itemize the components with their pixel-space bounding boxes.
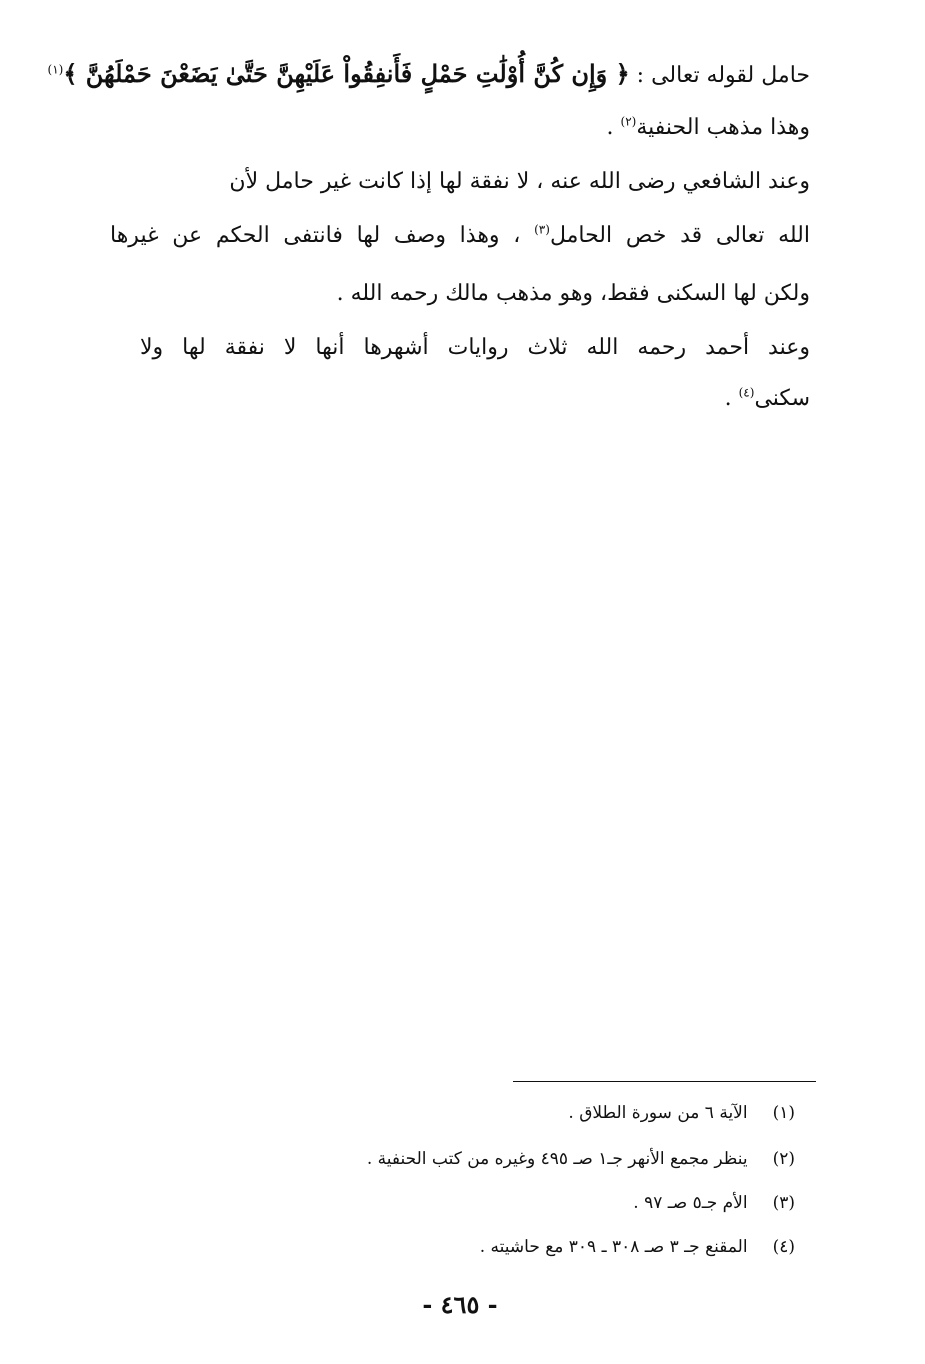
- quran-verse: ﴿ وَإِن كُنَّ أُوْلَٰتِ حَمْلٍ فَأَنفِقُواْ عَلَيْهِنَّ حَتَّىٰ يَضَعْنَ حَمْلَهُنَّ ﴾: [63, 59, 630, 88]
- footnote-2: [235, 1146, 795, 1172]
- footnote-number: (٣): [772, 1193, 795, 1213]
- footnote-reference: (٤): [738, 385, 755, 400]
- body-text: وعند الشافعي رضى الله عنه ، لا نفقة لها إذا كانت غير حامل لأن: [229, 169, 810, 194]
- body-text: وهذا مذهب الحنفية: [636, 115, 810, 140]
- text-line-6: [140, 332, 810, 364]
- footnote-text: المقنع جـ ٣ صـ ٣٠٨ ـ ٣٠٩ مع حاشيته .: [479, 1237, 748, 1257]
- body-text: ، وهذا وصف لها فانتفى الحكم عن غيرها: [110, 223, 535, 248]
- footnote-number: (٢): [772, 1149, 795, 1169]
- footnote-1: [235, 1100, 795, 1126]
- footnote-text: الآية ٦ من سورة الطلاق .: [568, 1103, 748, 1123]
- body-text: ولكن لها السكنى فقط، وهو مذهب مالك رحمه الله .: [336, 281, 810, 306]
- footnote-text: ينظر مجمع الأنهر جـ١ صـ ٤٩٥ وغيره من كتب الحنفية .: [366, 1149, 748, 1169]
- footnote-4: [235, 1234, 795, 1260]
- footnote-reference: (١): [47, 62, 64, 77]
- body-text: سكنى: [754, 386, 810, 411]
- text-line-1: [47, 58, 810, 92]
- footnote-reference: (٢): [620, 114, 637, 129]
- footnote-number: (١): [772, 1103, 795, 1123]
- text-line-2: [110, 112, 810, 144]
- body-text: .: [724, 386, 739, 411]
- footnote-3: [235, 1190, 795, 1216]
- footnote-divider: [513, 1081, 816, 1082]
- body-text: الله تعالى قد خص الحامل: [549, 223, 810, 248]
- footnote-reference: (٣): [534, 222, 550, 237]
- text-line-4: [110, 220, 810, 252]
- text-line-5: [110, 278, 810, 310]
- footnote-text: الأم جـ٥ صـ ٩٧ .: [633, 1193, 748, 1213]
- text-line-3: [110, 166, 810, 198]
- body-text: .: [606, 115, 621, 140]
- body-text: حامل لقوله تعالى :: [629, 63, 810, 88]
- page-number: - ٤٦٥ -: [422, 1290, 498, 1319]
- body-text: وعند أحمد رحمه الله ثلاث روايات أشهرها أنها لا نفقة لها ولا: [140, 335, 810, 360]
- text-line-7: [110, 383, 810, 415]
- footnote-number: (٤): [772, 1237, 795, 1257]
